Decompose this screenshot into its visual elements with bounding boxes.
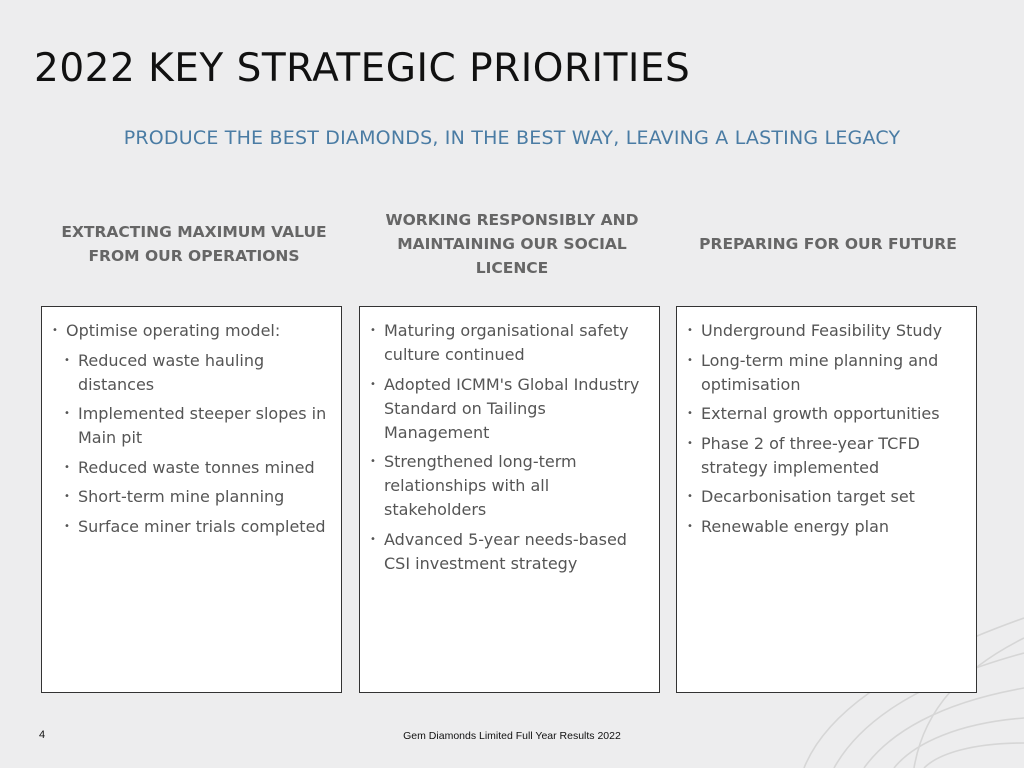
list-item: • Adopted ICMM's Global Industry Standard on Tailings Management: [370, 373, 649, 445]
bullet-list: [52, 319, 331, 539]
page-number: 4: [39, 729, 46, 741]
list-item: • Reduced waste hauling distances: [64, 349, 331, 397]
bullet-list: [687, 319, 966, 539]
footer-text: Gem Diamonds Limited Full Year Results 2022: [403, 730, 621, 742]
list-item: • Advanced 5-year needs-based CSI investment strategy: [370, 528, 649, 576]
list-item: • Renewable energy plan: [687, 515, 966, 539]
priority-box-future: [676, 306, 977, 693]
bullet-list: [370, 319, 649, 576]
list-item: • Maturing organisational safety culture continued: [370, 319, 649, 367]
list-item: • Short-term mine planning: [64, 485, 331, 509]
column-heading-future: PREPARING FOR OUR FUTURE: [699, 235, 957, 253]
list-item: • Strengthened long-term relationships with all stakeholders: [370, 450, 649, 522]
page-title: 2022 KEY STRATEGIC PRIORITIES: [34, 46, 691, 91]
list-item: • Optimise operating model:: [52, 319, 331, 343]
list-item: • Long-term mine planning and optimisation: [687, 349, 966, 397]
list-item: • External growth opportunities: [687, 402, 966, 426]
column-heading-operations: EXTRACTING MAXIMUM VALUE FROM OUR OPERATIONS: [61, 223, 327, 265]
list-item: • Surface miner trials completed: [64, 515, 331, 539]
priority-box-responsibility: [359, 306, 660, 693]
list-item: • Underground Feasibility Study: [687, 319, 966, 343]
column-heading-responsibility: WORKING RESPONSIBLY AND MAINTAINING OUR SOCIAL LICENCE: [385, 211, 639, 277]
list-item: • Phase 2 of three-year TCFD strategy implemented: [687, 432, 966, 480]
list-item: • Reduced waste tonnes mined: [64, 456, 331, 480]
list-item: • Implemented steeper slopes in Main pit: [64, 402, 331, 450]
list-item: • Decarbonisation target set: [687, 485, 966, 509]
page-subtitle: PRODUCE THE BEST DIAMONDS, IN THE BEST WAY, LEAVING A LASTING LEGACY: [123, 127, 901, 149]
priority-box-operations: [41, 306, 342, 693]
